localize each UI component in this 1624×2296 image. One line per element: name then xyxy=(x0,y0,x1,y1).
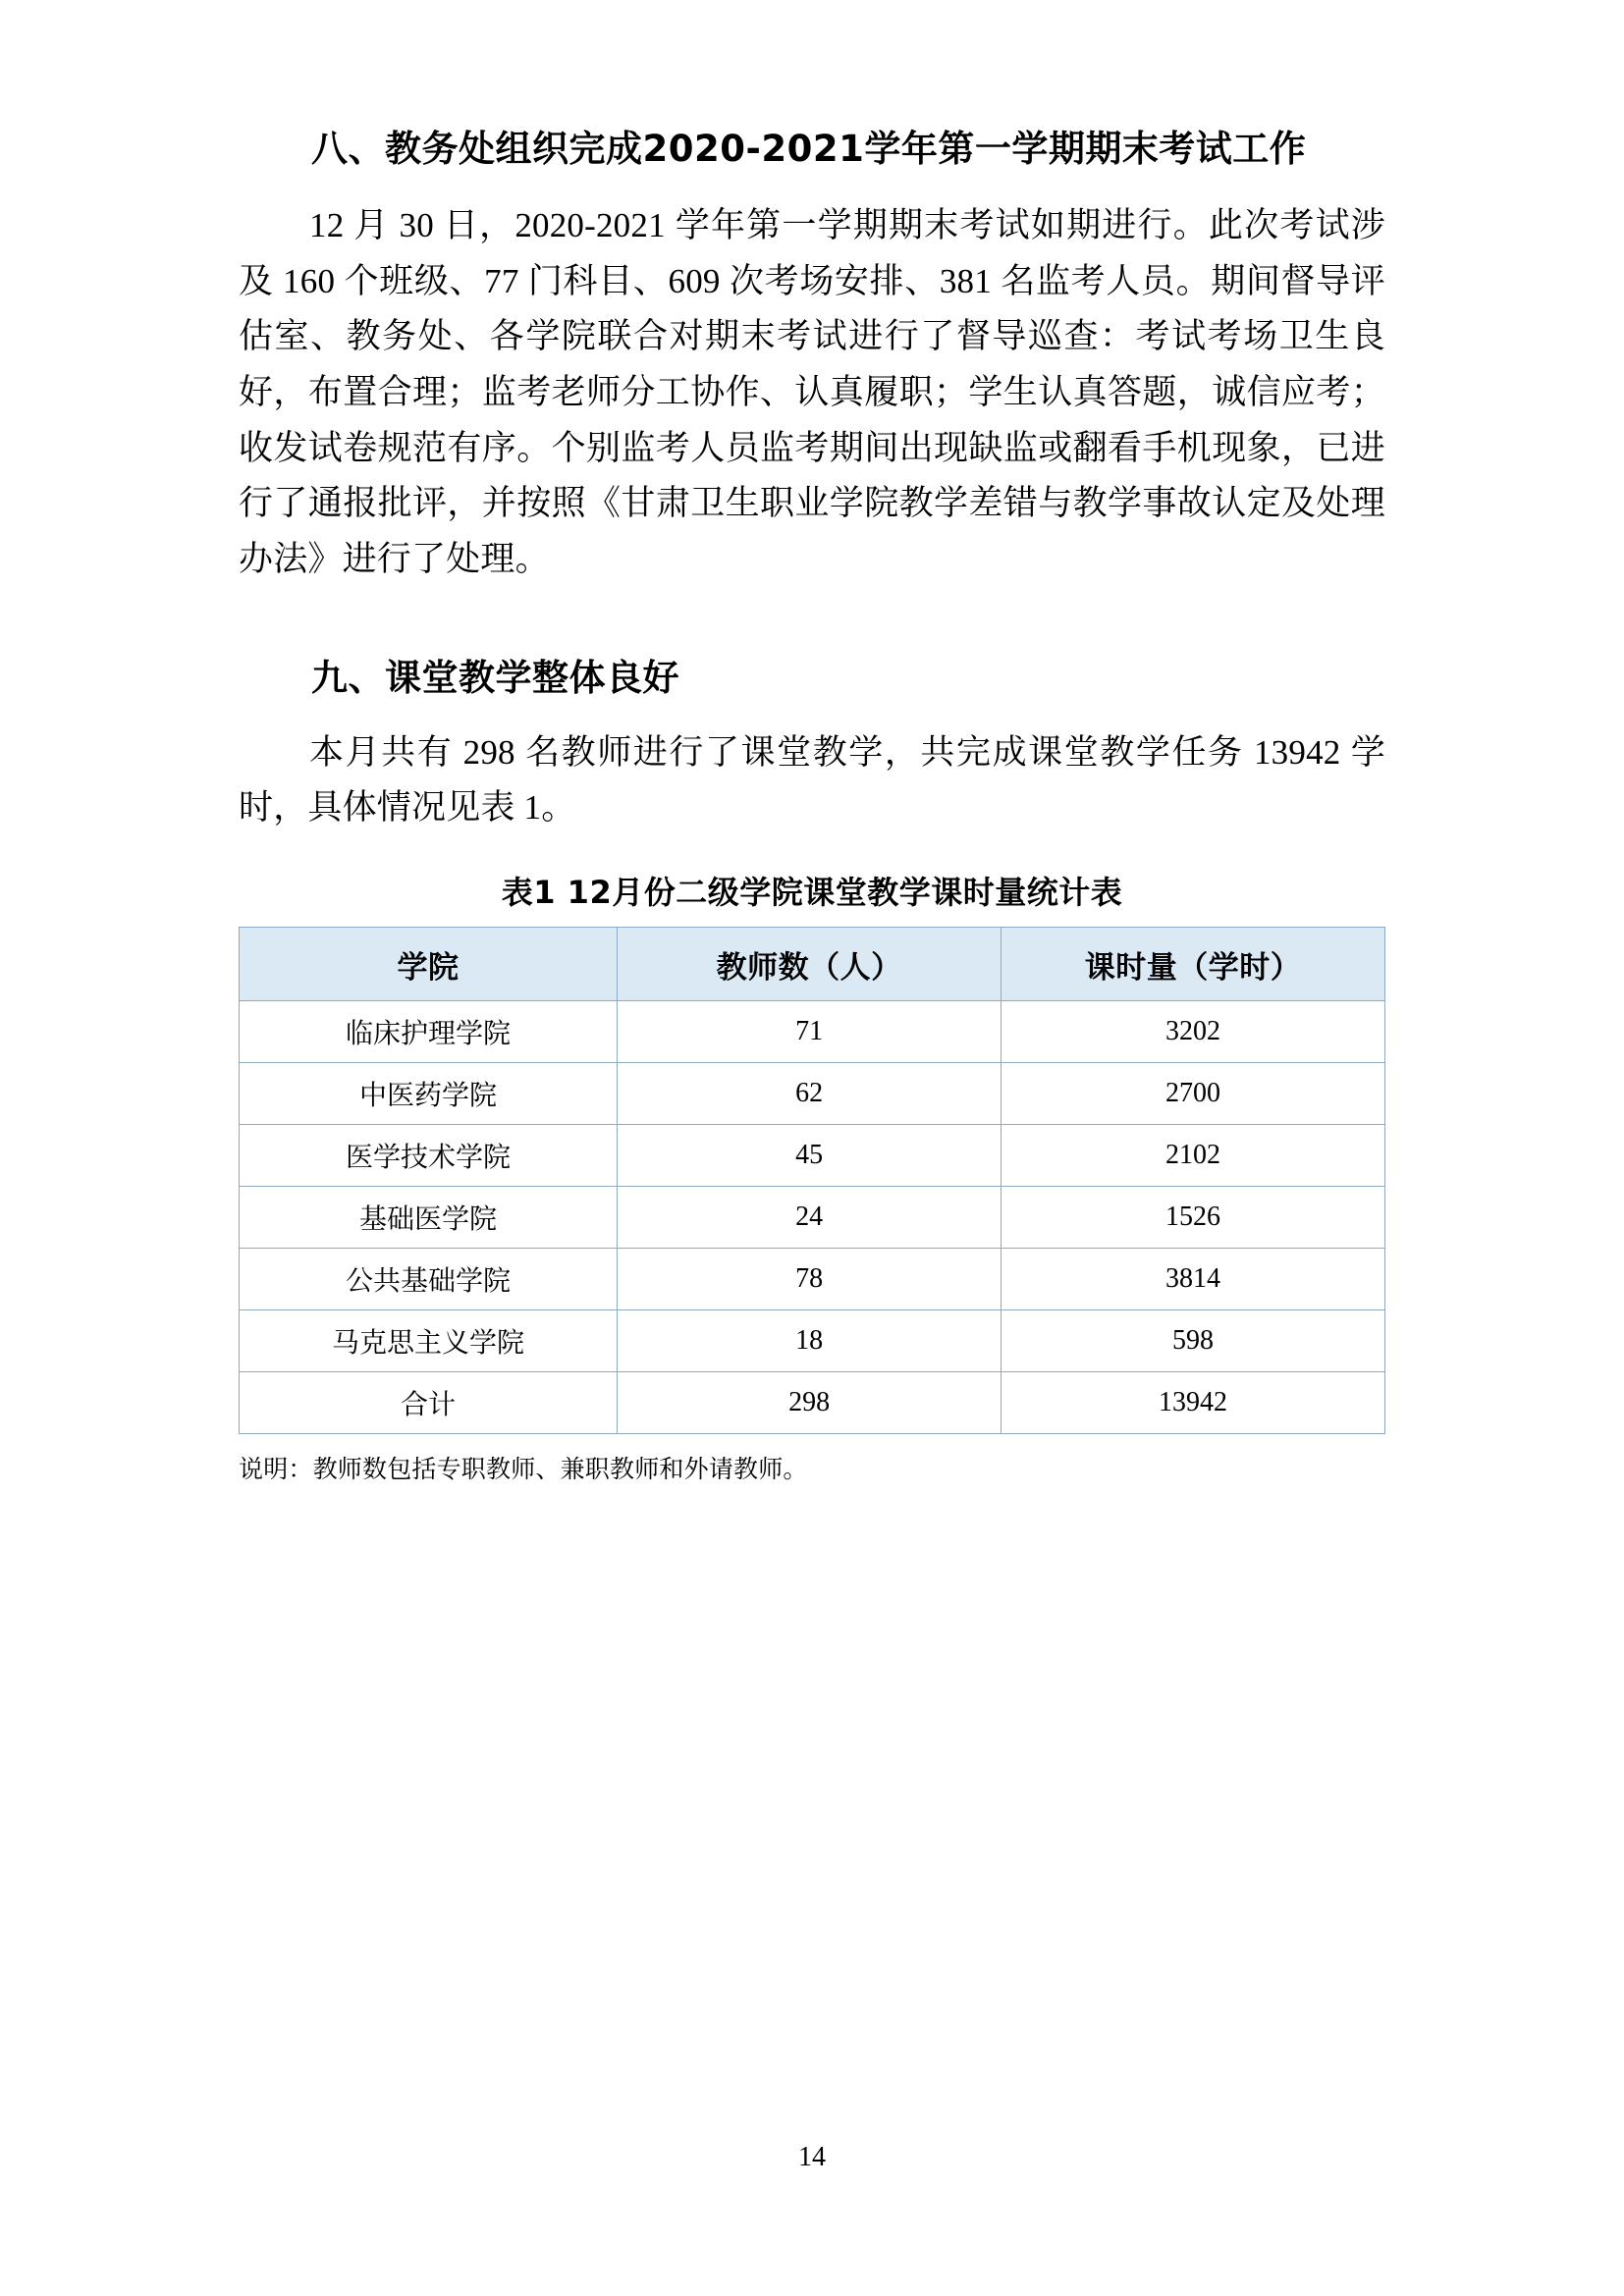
cell-class-hours: 3814 xyxy=(1001,1249,1385,1310)
cell-college: 马克思主义学院 xyxy=(240,1310,618,1372)
cell-college: 临床护理学院 xyxy=(240,1001,618,1063)
table-row xyxy=(240,1063,1385,1125)
cell-teacher-count: 45 xyxy=(618,1125,1001,1187)
cell-class-hours: 3202 xyxy=(1001,1001,1385,1063)
cell-teacher-count: 62 xyxy=(618,1063,1001,1125)
section-paragraph-eight: 12 月 30 日，2020-2021 学年第一学期期末考试如期进行。此次考试涉及 160 个班级、77 门科目、609 次考场安排、381 名监考人员。期间督导评估室、教务处、各学院联合对期末考试进行了督导巡查：考试考场卫生良好，布置合理；监考老师分工协作、认真履职；学生认真答题，诚信应考；收发试卷规范有序。个别监考人员监考期间出现缺监或翻看手机现象，已进行了通报批评，并按照《甘肃卫生职业学院教学差错与教学事故认定及处理办法》进行了处理。 xyxy=(239,205,1385,579)
cell-class-hours: 2102 xyxy=(1001,1125,1385,1187)
cell-class-hours: 2700 xyxy=(1001,1063,1385,1125)
page-number: 14 xyxy=(798,2142,826,2172)
table-row xyxy=(240,1249,1385,1310)
section-heading-nine: 九、课堂教学整体良好 xyxy=(311,656,679,699)
table-total-row xyxy=(240,1372,1385,1434)
cell-teacher-count: 18 xyxy=(618,1310,1001,1372)
cell-college: 中医药学院 xyxy=(240,1063,618,1125)
cell-class-hours: 1526 xyxy=(1001,1187,1385,1249)
cell-college: 公共基础学院 xyxy=(240,1249,618,1310)
page-content xyxy=(239,0,1385,1485)
cell-class-hours: 598 xyxy=(1001,1310,1385,1372)
cell-teacher-count: 71 xyxy=(618,1001,1001,1063)
table-header-college: 学院 xyxy=(240,928,618,1001)
cell-class-hours: 13942 xyxy=(1001,1372,1385,1434)
table-row xyxy=(240,1125,1385,1187)
teaching-hours-table xyxy=(239,927,1385,1434)
cell-teacher-count: 78 xyxy=(618,1249,1001,1310)
cell-teacher-count: 24 xyxy=(618,1187,1001,1249)
cell-teacher-count: 298 xyxy=(618,1372,1001,1434)
table-header-teacher-count: 教师数（人） xyxy=(618,928,1001,1001)
table-row xyxy=(240,1310,1385,1372)
table-row xyxy=(240,1187,1385,1249)
cell-college: 医学技术学院 xyxy=(240,1125,618,1187)
table-row xyxy=(240,1001,1385,1063)
section-heading-eight: 八、教务处组织完成2020-2021学年第一学期期末考试工作 xyxy=(311,128,1307,170)
table-header-row xyxy=(240,928,1385,1001)
cell-college: 基础医学院 xyxy=(240,1187,618,1249)
table-caption: 表1 12月份二级学院课堂教学课时量统计表 xyxy=(501,874,1123,912)
table-header-class-hours: 课时量（学时） xyxy=(1001,928,1385,1001)
section-paragraph-nine: 本月共有 298 名教师进行了课堂教学，共完成课堂教学任务 13942 学时，具体情况见表 1。 xyxy=(239,732,1385,828)
table-note: 说明：教师数包括专职教师、兼职教师和外请教师。 xyxy=(239,1457,808,1484)
cell-college: 合计 xyxy=(240,1372,618,1434)
